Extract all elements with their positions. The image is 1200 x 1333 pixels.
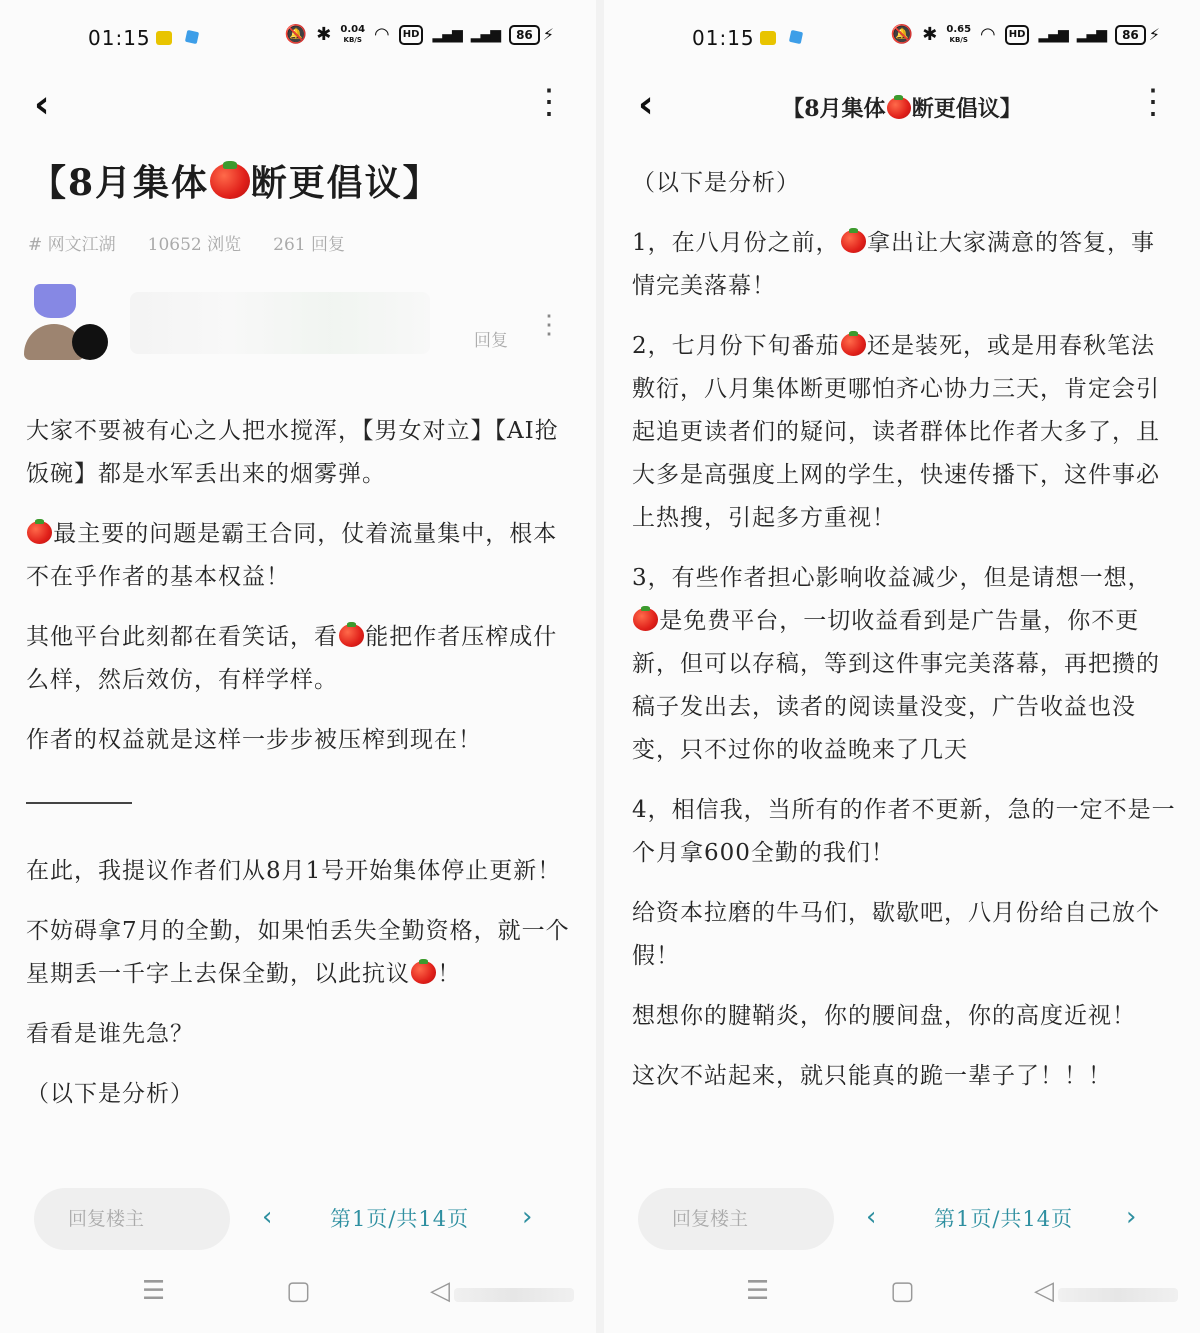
- paragraph: 其他平台此刻都在看笑话，看 能把作者压榨成什么样，然后效仿，有样学样。: [26, 624, 558, 693]
- tomato-icon: [411, 961, 436, 984]
- next-page-icon[interactable]: ›: [522, 1202, 533, 1232]
- reply-button[interactable]: 回复: [474, 331, 508, 351]
- mute-bell-icon: 🔕: [890, 24, 914, 45]
- next-page-icon[interactable]: ›: [1126, 1202, 1137, 1232]
- post-meta: [28, 230, 345, 255]
- signal-icon-2: ▂▄▆: [1076, 26, 1107, 43]
- paragraph: 作者的权益就是这样一步步被压榨到现在！: [26, 727, 482, 753]
- charging-icon: ⚡: [1148, 25, 1160, 44]
- bluetooth-icon: ✱: [922, 24, 938, 45]
- battery-icon: 86: [509, 25, 540, 45]
- prev-page-icon[interactable]: ‹: [262, 1202, 273, 1232]
- post-title: 【8月集体 断更倡议】: [30, 162, 441, 204]
- top-nav: [0, 80, 596, 136]
- app-notification-icon-2: [185, 30, 199, 44]
- paragraph: 最主要的问题是霸王合同，仗着流量集中，根本不在乎作者的基本权益！: [26, 521, 558, 590]
- app-notification-icon: [156, 31, 172, 45]
- network-speed: 0.65 KB/S: [946, 23, 972, 44]
- paragraph: 2，七月份下旬番茄 还是装死，或是用春秋笔法敷衍，八月集体断更哪怕齐心协力三天，肯定会引起追更读者们的疑问，读者群体比作者大多了，且大多是高强度上网的学生，快速传播下，这件事必上热搜，引起多方重视！: [632, 333, 1160, 531]
- topic-tag[interactable]: # 网文江湖: [28, 235, 116, 255]
- more-options-icon[interactable]: ⋮: [532, 82, 566, 122]
- paragraph: 3，有些作者担心影响收益减少，但是请想一想，是免费平台，一切收益看到是广告量，你不更新，但可以存稿，等到这件事完美落幕，再把攒的稿子发出去，读者的阅读量没变，广告收益也没变，只不过你的收益晚来了几天: [632, 565, 1160, 763]
- reply-input[interactable]: 回复楼主: [638, 1188, 834, 1250]
- bottom-bar: [0, 1188, 596, 1252]
- paragraph: 这次不站起来，就只能真的跪一辈子了！！！: [632, 1063, 1112, 1089]
- more-options-icon[interactable]: ⋮: [1136, 82, 1170, 122]
- paragraph: 4，相信我，当所有的作者不更新，急的一定不是一个月拿600全勤的我们！: [632, 797, 1176, 866]
- system-back-icon[interactable]: ◁: [1034, 1276, 1054, 1306]
- post-body: [632, 162, 1178, 1115]
- paragraph: 给资本拉磨的牛马们，歇歇吧，八月份给自己放个假！: [632, 900, 1160, 969]
- back-arrow-icon[interactable]: ‹: [638, 82, 654, 126]
- post-body: [26, 410, 570, 1133]
- paragraph: 想想你的腱鞘炎，你的腰间盘，你的高度近视！: [632, 1003, 1136, 1029]
- view-count: 10652 浏览: [147, 235, 242, 255]
- paragraph: 大家不要被有心之人把水搅浑，【男女对立】【AI抢饭碗】都是水军丢出来的烟雾弹。: [26, 418, 559, 487]
- tomato-icon: [841, 333, 866, 356]
- reply-more-icon[interactable]: ⋮: [536, 310, 562, 340]
- signal-icon-2: ▂▄▆: [470, 26, 501, 43]
- right-phone-screen: [604, 0, 1200, 1333]
- top-nav: [604, 80, 1200, 136]
- paragraph: 在此，我提议作者们从8月1号开始集体停止更新！: [26, 858, 562, 884]
- signal-icon: ▂▄▆: [432, 26, 462, 43]
- tomato-icon: [887, 97, 911, 119]
- author-row: [20, 282, 576, 372]
- reply-input[interactable]: 回复楼主: [34, 1188, 230, 1250]
- system-nav-bar: [604, 1276, 1200, 1316]
- menu-icon[interactable]: ☰: [746, 1276, 770, 1306]
- tomato-icon: [841, 230, 866, 253]
- home-icon[interactable]: ▢: [286, 1276, 311, 1306]
- wifi-icon: ◠: [374, 24, 390, 45]
- bottom-bar: [604, 1188, 1200, 1252]
- left-phone-screen: [0, 0, 596, 1333]
- wifi-icon: ◠: [980, 24, 996, 45]
- paragraph: 不妨碍拿7月的全勤，如果怕丢失全勤资格，就一个星期丢一千字上去保全勤，以此抗议 ！: [26, 918, 570, 987]
- paragraph: 1，在八月份之前， 拿出让大家满意的答复，事情完美落幕！: [632, 230, 1155, 299]
- page-indicator[interactable]: 第1页/共14页: [330, 1207, 470, 1231]
- watermark: [454, 1288, 574, 1302]
- network-speed: 0.04 KB/S: [340, 23, 366, 44]
- prev-page-icon[interactable]: ‹: [866, 1202, 877, 1232]
- app-notification-icon: [760, 31, 776, 45]
- home-icon[interactable]: ▢: [890, 1276, 915, 1306]
- paragraph: （以下是分析）: [26, 1081, 194, 1107]
- divider: [26, 802, 132, 804]
- status-icons: [285, 24, 554, 45]
- paragraph: 看看是谁先急？: [26, 1021, 194, 1047]
- tomato-icon: [339, 624, 364, 647]
- nav-title: 【8月集体 断更倡议】: [782, 96, 1022, 122]
- menu-icon[interactable]: ☰: [142, 1276, 166, 1306]
- back-arrow-icon[interactable]: ‹: [34, 82, 50, 126]
- status-bar: [0, 18, 596, 58]
- system-nav-bar: [0, 1276, 596, 1316]
- status-time: 01:15: [88, 26, 151, 50]
- paragraph: （以下是分析）: [632, 170, 800, 196]
- hd-icon: HD: [1005, 25, 1030, 45]
- charging-icon: ⚡: [542, 25, 554, 44]
- watermark: [1058, 1288, 1178, 1302]
- status-time: 01:15: [692, 26, 755, 50]
- reply-count: 261 回复: [273, 235, 345, 255]
- tomato-icon: [27, 521, 52, 544]
- app-notification-icon-2: [789, 30, 803, 44]
- tomato-icon: [633, 608, 658, 631]
- bluetooth-icon: ✱: [316, 24, 332, 45]
- status-icons: [891, 24, 1160, 45]
- signal-icon: ▂▄▆: [1038, 26, 1068, 43]
- system-back-icon[interactable]: ◁: [430, 1276, 450, 1306]
- battery-icon: 86: [1115, 25, 1146, 45]
- page-indicator[interactable]: 第1页/共14页: [934, 1207, 1074, 1231]
- mute-bell-icon: 🔕: [284, 24, 308, 45]
- status-bar: [604, 18, 1200, 58]
- blurred-author-info: [130, 292, 430, 354]
- avatar[interactable]: [20, 284, 120, 364]
- hd-icon: HD: [399, 25, 424, 45]
- tomato-icon: [210, 163, 250, 199]
